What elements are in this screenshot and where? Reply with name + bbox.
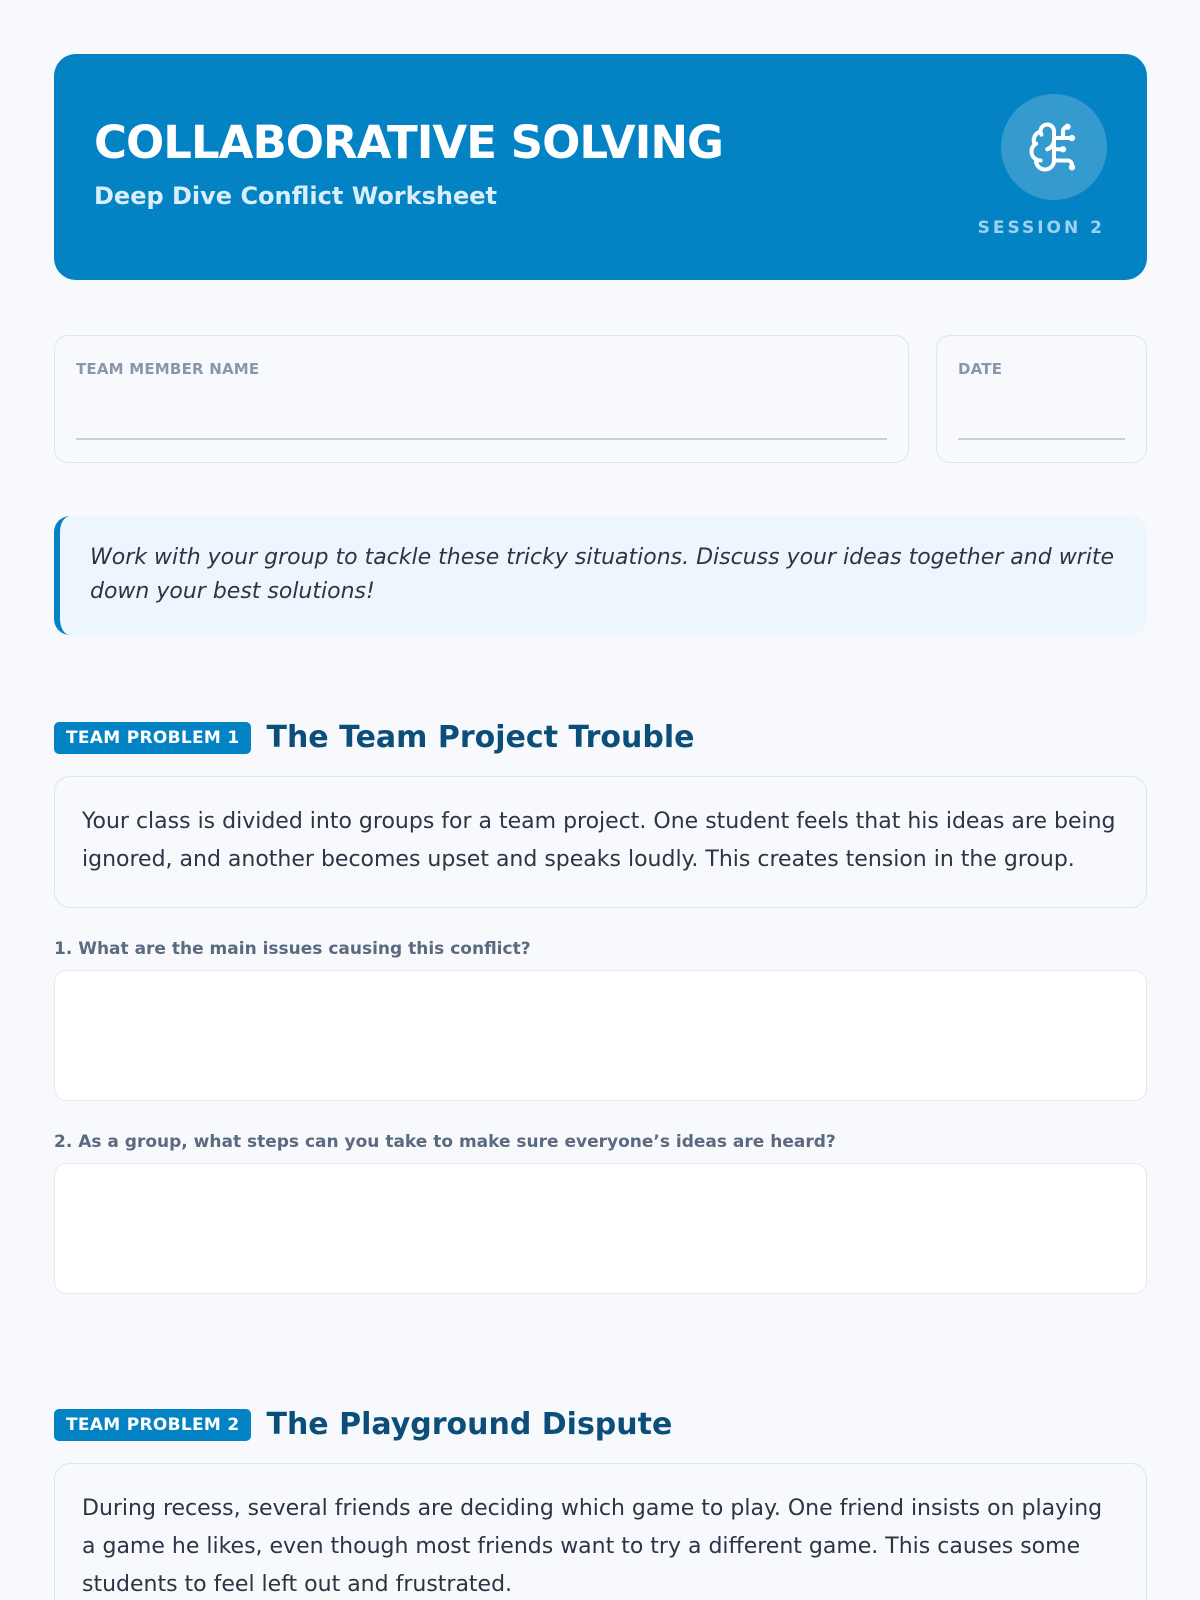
name-field-label: TEAM MEMBER NAME bbox=[76, 360, 260, 378]
brain-circuit-icon bbox=[1001, 94, 1107, 200]
problem-2-title: The Playground Dispute bbox=[266, 1407, 673, 1442]
problem-1-badge: TEAM PROBLEM 1 bbox=[54, 722, 251, 754]
problem-1-scenario: Your class is divided into groups for a team project. One student feels that his ideas are being ignored, and another becomes upset and speaks loudly. This creates tension in the group. bbox=[54, 776, 1147, 908]
worksheet-subtitle: Deep Dive Conflict Worksheet bbox=[94, 182, 497, 210]
session-label: SESSION 2 bbox=[977, 218, 1105, 238]
problem-2-heading bbox=[54, 1407, 672, 1442]
date-field-label: DATE bbox=[958, 360, 1003, 378]
date-input[interactable] bbox=[958, 438, 1125, 440]
problem-1-question-2: 2. As a group, what steps can you take to make sure everyone’s ideas are heard? bbox=[54, 1132, 836, 1152]
worksheet-page bbox=[54, 54, 1147, 1597]
problem-1-answer-2[interactable] bbox=[54, 1163, 1147, 1294]
problem-1-question-1: 1. What are the main issues causing this conflict? bbox=[54, 939, 531, 959]
problem-2-scenario: During recess, several friends are deciding which game to play. One friend insists on playing a game he likes, even though most friends want to try a different game. This causes some students to feel left out and frustrated. bbox=[54, 1463, 1147, 1600]
instruction-callout: Work with your group to tackle these tricky situations. Discuss your ideas together and write down your best solutions! bbox=[54, 516, 1147, 635]
problem-1-answer-1[interactable] bbox=[54, 970, 1147, 1101]
date-field-card bbox=[936, 335, 1147, 463]
name-field-card bbox=[54, 335, 909, 463]
problem-1-heading bbox=[54, 720, 695, 755]
header-banner bbox=[54, 54, 1147, 280]
name-input[interactable] bbox=[76, 438, 887, 440]
worksheet-title: COLLABORATIVE SOLVING bbox=[94, 116, 723, 169]
problem-1-title: The Team Project Trouble bbox=[266, 720, 695, 755]
problem-2-badge: TEAM PROBLEM 2 bbox=[54, 1409, 251, 1441]
